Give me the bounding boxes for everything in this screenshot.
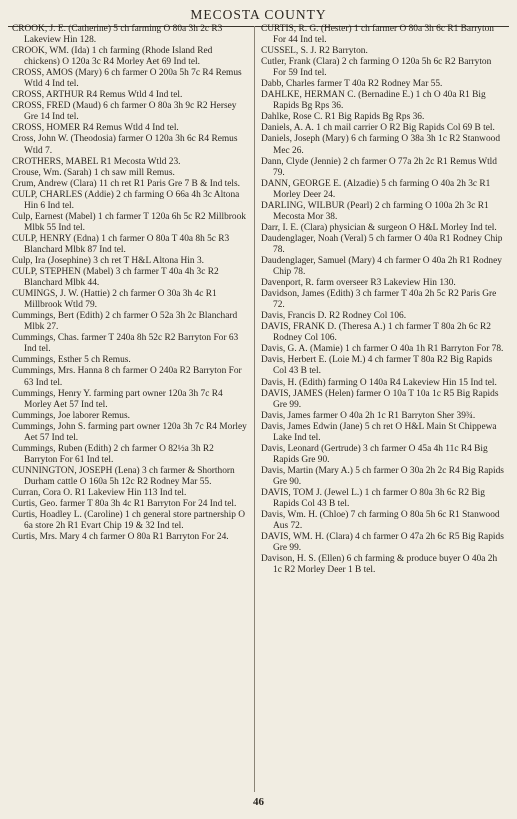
directory-entry: Davis, H. (Edith) farming O 140a R4 Lakeview Hin 15 Ind tel. [261,377,497,388]
directory-entry: Davenport, R. farm overseer R3 Lakeview Hin 130. [261,278,456,289]
left-column [12,24,247,794]
directory-entry: Cummings, Ruben (Edith) 2 ch farmer O 82½a 3h R2 Barryton For 61 Ind tel. [12,443,214,465]
directory-entry: Daudenglager, Noah (Veral) 5 ch farmer O 40a R1 Rodney Chip 78. [261,233,503,255]
directory-entry: Cutler, Frank (Clara) 2 ch farming O 120a 5h 6c R2 Barryton For 59 Ind tel. [261,57,492,79]
right-column [261,24,506,794]
directory-entry: Cummings, Bert (Edith) 2 ch farmer O 52a 3h 2c Blanchard Mlbk 27. [12,311,238,333]
directory-entry: Davison, H. S. (Ellen) 6 ch farming & produce buyer O 40a 2h 1c R2 Morley Deer 1 B tel. [261,554,498,576]
directory-entry: Culp, Earnest (Mabel) 1 ch farmer T 120a 6h 5c R2 Millbrook Mlbk 55 Ind tel. [12,211,246,233]
directory-entry: CROSS, FRED (Maud) 6 ch farmer O 80a 3h 9c R2 Hersey Gre 14 Ind tel. [12,101,237,123]
directory-entry: DAVIS, FRANK D. (Theresa A.) 1 ch farmer T 80a 2h 6c R2 Rodney Col 106. [261,322,491,344]
page-number: 46 [253,796,264,808]
directory-entry: DAVIS, WM. H. (Clara) 4 ch farmer O 47a 2h 6c R5 Big Rapids Gre 99. [261,532,504,554]
directory-entry: Davis, Martin (Mary A.) 5 ch farmer O 30a 2h 2c R4 Big Rapids Gre 90. [261,465,504,487]
directory-entry: Curtis, Geo. farmer T 80a 3h 4c R1 Barryton For 24 Ind tel. [12,499,237,510]
directory-entry: Cummings, Esther 5 ch Remus. [12,355,131,366]
directory-entry: Curran, Cora O. R1 Lakeview Hin 113 Ind tel. [12,487,187,498]
directory-entry: Curtis, Hoadley L. (Caroline) 1 ch general store partnership O 6a store 2h R1 Evart Chip 19 & 32 Ind tel. [12,510,246,532]
directory-entry: CROTHERS, MABEL R1 Mecosta Wtld 23. [12,156,181,167]
directory-entry: CULP, HENRY (Edna) 1 ch farmer O 80a T 40a 8h 5c R3 Blanchard Mlbk 87 Ind tel. [12,233,230,255]
directory-entry: Davis, Francis D. R2 Rodney Col 106. [261,311,407,322]
directory-entry: Davis, Leonard (Gertrude) 3 ch farmer O 45a 4h 11c R4 Big Rapids Gre 90. [261,443,488,465]
directory-entry: Davis, James Edwin (Jane) 5 ch ret O H&L Main St Chippewa Lake Ind tel. [261,421,497,443]
directory-entry: Cross, John W. (Theodosia) farmer O 120a 3h 6c R4 Remus Wtld 7. [12,134,238,156]
directory-entry: DANN, GEORGE E. (Alzadie) 5 ch farming O 40a 2h 3c R1 Morley Deer 24. [261,178,491,200]
column-divider [254,26,255,792]
directory-entry: Davis, Wm. H. (Chloe) 7 ch farming O 80a 5h 6c R1 Stanwood Aus 72. [261,510,500,532]
directory-entry: Dabb, Charles farmer T 40a R2 Rodney Mar 55. [261,79,443,90]
directory-entry: Cummings, Henry Y. farming part owner 120a 3h 7c R4 Morley Aet 57 Ind tel. [12,388,223,410]
directory-entry: CROOK, WM. (Ida) 1 ch farming (Rhode Island Red chickens) O 120a 3c R4 Morley Aet 69 Ind tel. [12,46,213,68]
directory-entry: CUSSEL, S. J. R2 Barryton. [261,46,368,57]
directory-entry: Curtis, Mrs. Mary 4 ch farmer O 80a R1 Barryton For 24. [12,532,229,543]
directory-entry: CROSS, HOMER R4 Remus Wtld 4 Ind tel. [12,123,179,134]
directory-entry: Cummings, Mrs. Hanna 8 ch farmer O 240a R2 Barryton For 63 Ind tel. [12,366,242,388]
directory-entry: Crouse, Wm. (Sarah) 1 ch saw mill Remus. [12,167,175,178]
directory-entry: CROSS, ARTHUR R4 Remus Wtld 4 Ind tel. [12,90,183,101]
directory-entry: CUNNINGTON, JOSEPH (Lena) 3 ch farmer & Shorthorn Durham cattle O 160a 5h 12c R2 Rodney Mar 55. [12,465,235,487]
directory-entry: CULP, CHARLES (Addie) 2 ch farming O 66a 4h 3c Altona Hin 6 Ind tel. [12,189,240,211]
directory-entry: CURTIS, R. G. (Hester) 1 ch farmer O 80a 3h 6c R1 Barryton For 44 Ind tel. [261,24,494,46]
directory-entry: Davis, Herbert E. (Loie M.) 4 ch farmer T 80a R2 Big Rapids Col 43 B tel. [261,355,493,377]
directory-entry: Cummings, Chas. farmer T 240a 8h 52c R2 Barryton For 63 Ind tel. [12,333,239,355]
directory-entry: Dann, Clyde (Jennie) 2 ch farmer O 77a 2h 2c R1 Remus Wtld 79. [261,156,497,178]
directory-entry: Davis, G. A. (Mamie) 1 ch farmer O 40a 1h R1 Barryton For 78. [261,344,504,355]
directory-entry: Dahlke, Rose C. R1 Big Rapids Bg Rps 36. [261,112,425,123]
directory-entry: DAVIS, JAMES (Helen) farmer O 10a T 10a 1c R5 Big Rapids Gre 99. [261,388,499,410]
directory-entry: CROOK, J. E. (Catherine) 5 ch farming O 80a 3h 2c R3 Lakeview Hin 128. [12,24,223,46]
directory-entry: DAHLKE, HERMAN C. (Bernadine E.) 1 ch O 40a R1 Big Rapids Bg Rps 36. [261,90,486,112]
directory-entry: DARLING, WILBUR (Pearl) 2 ch farming O 100a 2h 3c R1 Mecosta Mor 38. [261,200,489,222]
directory-entry: Davidson, James (Edith) 3 ch farmer T 40a 2h 5c R2 Paris Gre 72. [261,289,497,311]
directory-entry: Daudenglager, Samuel (Mary) 4 ch farmer O 40a 2h R1 Rodney Chip 78. [261,255,502,278]
page-title: MECOSTA COUNTY [190,7,327,22]
directory-entry: CUMINGS, J. W. (Hattie) 2 ch farmer O 30a 3h 4c R1 Millbrook Wtld 79. [12,289,217,311]
directory-entry: Cummings, Joe laborer Remus. [12,410,130,421]
directory-entry: DAVIS, TOM J. (Jewel L.) 1 ch farmer O 80a 3h 6c R2 Big Rapids Col 43 B tel. [261,487,485,510]
directory-entry: Crum, Andrew (Clara) 11 ch ret R1 Paris Gre 7 B & Ind tels. [12,178,240,189]
directory-entry: Darr, I. E. (Clara) physician & surgeon O H&L Morley Ind tel. [261,222,497,233]
directory-entry: Daniels, A. A. 1 ch mail carrier O R2 Big Rapids Col 69 B tel. [261,123,495,134]
directory-entry: Cummings, John S. farming part owner 120a 3h 7c R4 Morley Aet 57 Ind tel. [12,421,247,443]
directory-entry: Daniels, Joseph (Mary) 6 ch farming O 38a 3h 1c R2 Stanwood Mec 26. [261,134,501,156]
directory-entry: CROSS, AMOS (Mary) 6 ch farmer O 200a 5h 7c R4 Remus Wtld 4 Ind tel. [12,68,242,90]
directory-entry: Culp, Ira (Josephine) 3 ch ret T H&L Altona Hin 3. [12,255,204,266]
directory-entry: Davis, James farmer O 40a 2h 1c R1 Barryton Sher 39¾. [261,410,476,421]
directory-entry: CULP, STEPHEN (Mabel) 3 ch farmer T 40a 4h 3c R2 Blanchard Mlbk 44. [12,267,219,289]
